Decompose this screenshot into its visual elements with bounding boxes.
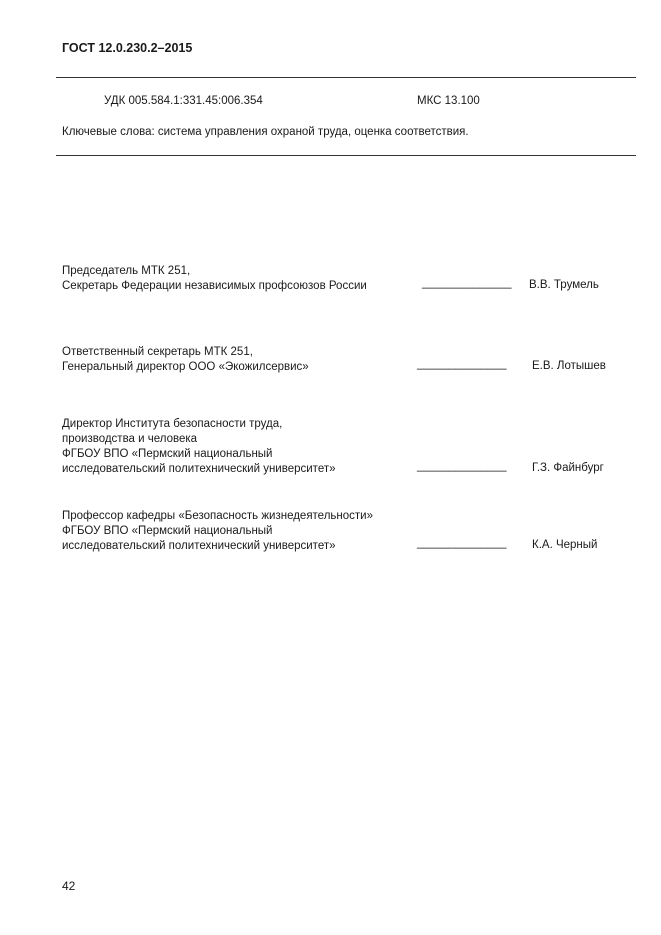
top-divider <box>56 77 636 78</box>
signatory-title-line: Секретарь Федерации независимых профсоюзов России <box>62 280 367 292</box>
signatory-title-line: исследовательский политехнический университет» <box>62 463 336 475</box>
signatory-title-line: Генеральный директор ООО «Экожилсервис» <box>62 361 309 373</box>
signatory-block <box>62 264 367 294</box>
signatory-title-line: Профессор кафедры «Безопасность жизнедеятельности» <box>62 510 373 522</box>
keywords: Ключевые слова: система управления охраной труда, оценка соответствия. <box>62 126 469 138</box>
signatory-name: Г.З. Файнбург <box>532 462 604 474</box>
udk-code: УДК 005.584.1:331.45:006.354 <box>104 95 263 107</box>
signatory-title-line: Председатель МТК 251, <box>62 265 191 277</box>
signature-blank: ______________ <box>417 358 507 370</box>
signatory-title-line: ФГБОУ ВПО «Пермский национальный <box>62 525 273 537</box>
signatory-block <box>62 345 309 375</box>
signatory-block <box>62 417 336 477</box>
signatory-title-line: ФГБОУ ВПО «Пермский национальный <box>62 448 273 460</box>
signature-blank: ______________ <box>417 537 507 549</box>
mks-code: МКС 13.100 <box>417 95 480 107</box>
page-number: 42 <box>62 879 76 893</box>
signatory-block <box>62 509 373 554</box>
signatory-title-line: Директор Института безопасности труда, <box>62 418 283 430</box>
signature-blank: ______________ <box>422 277 512 289</box>
signatory-title-line: исследовательский политехнический университет» <box>62 540 336 552</box>
signature-blank: ______________ <box>417 460 507 472</box>
bottom-divider <box>56 155 636 156</box>
signatory-name: Е.В. Лотышев <box>532 360 606 372</box>
signatory-title-line: производства и человека <box>62 433 198 445</box>
document-header: ГОСТ 12.0.230.2–2015 <box>62 41 193 55</box>
signatory-name: К.А. Черный <box>532 539 598 551</box>
signatory-title-line: Ответственный секретарь МТК 251, <box>62 346 253 358</box>
signatory-name: В.В. Трумель <box>529 279 599 291</box>
